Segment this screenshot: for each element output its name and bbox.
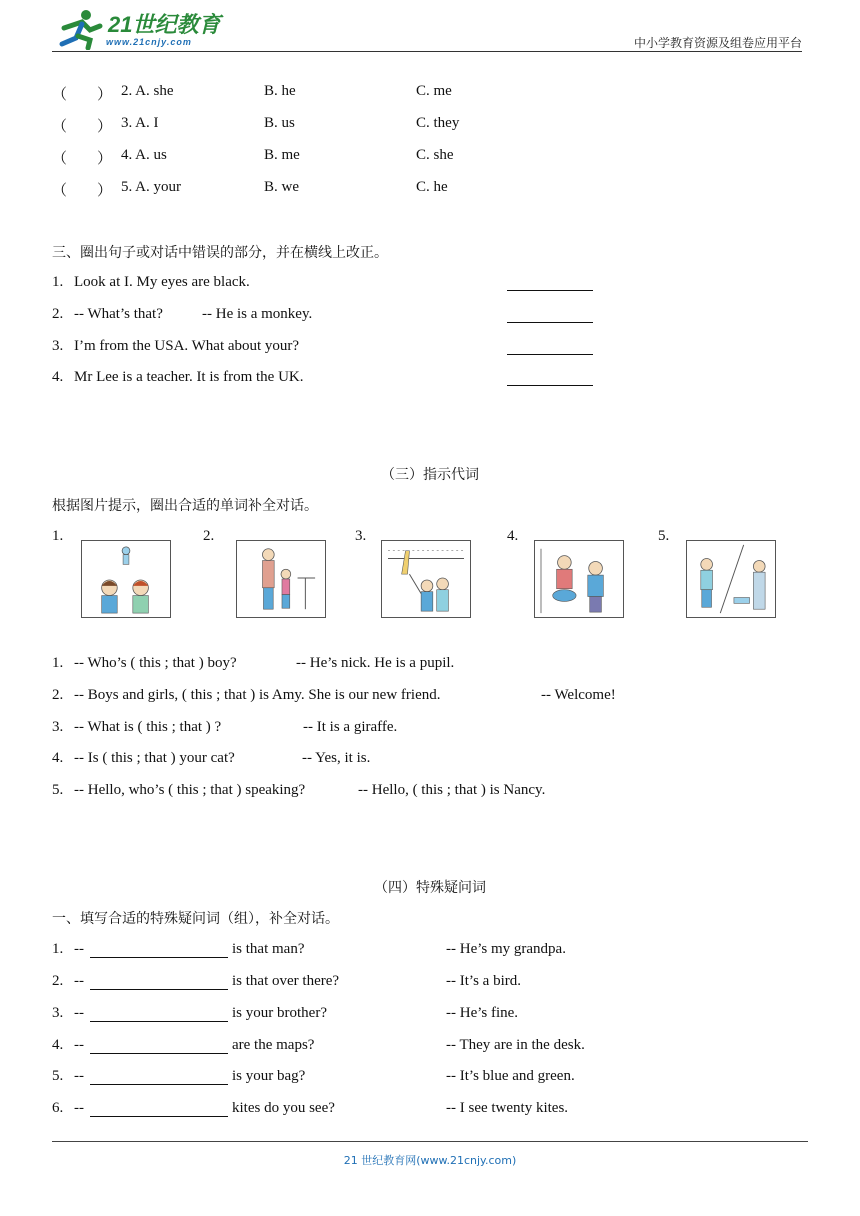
footer-link[interactable]: 21 世纪教育网(www.21cnjy.com) <box>343 1154 517 1167</box>
header-divider <box>52 51 802 52</box>
illustration-boys-pointing <box>81 540 171 618</box>
answer-paren: （ ） <box>52 119 113 135</box>
option-a: 2. A. she <box>121 83 174 99</box>
answer-blank[interactable] <box>507 371 593 386</box>
option-b: B. he <box>264 83 296 99</box>
logo-url: www.21cnjy.com <box>106 37 192 47</box>
answer-blank[interactable] <box>90 1039 228 1054</box>
answer-paren: （ ） <box>52 151 113 167</box>
item-number: 3. <box>52 338 64 354</box>
option-a: 4. A. us <box>121 147 167 163</box>
sentence-text: Look at I. My eyes are black. <box>74 274 250 290</box>
option-c: C. he <box>416 179 448 195</box>
item-number: 1. <box>52 274 64 290</box>
part-title: （四）特殊疑问词 <box>374 880 486 896</box>
dialogue-question: -- What is ( this ; that ) ? <box>74 719 222 735</box>
option-a: 5. A. your <box>121 179 181 195</box>
picture-label: 3. <box>355 528 367 544</box>
question-text: is your bag? <box>232 1068 306 1084</box>
option-c: C. she <box>416 147 454 163</box>
dialogue-answer: -- He’s nick. He is a pupil. <box>296 655 455 671</box>
dialogue-answer: -- He’s fine. <box>446 1005 519 1021</box>
picture-label: 2. <box>203 528 215 544</box>
dialogue-question: -- Who’s ( this ; that ) boy? <box>74 655 237 671</box>
option-c: C. they <box>416 115 460 131</box>
option-b: B. we <box>264 179 299 195</box>
illustration-phone-call <box>686 540 776 618</box>
item-number: 2. <box>52 687 64 703</box>
question-text: are the maps? <box>232 1037 315 1053</box>
dialogue-answer: -- It is a giraffe. <box>303 719 398 735</box>
header-platform-text: 中小学教育资源及组卷应用平台 <box>633 36 802 50</box>
item-number: 4. <box>52 750 64 766</box>
part-title: （三）指示代词 <box>381 467 479 483</box>
dash: -- <box>74 1100 84 1116</box>
runner-logo-icon <box>56 8 104 50</box>
option-b: B. me <box>264 147 300 163</box>
answer-blank[interactable] <box>507 276 593 291</box>
question-text: is your brother? <box>232 1005 327 1021</box>
question-text: kites do you see? <box>232 1100 335 1116</box>
illustration-kids-cat <box>534 540 624 618</box>
picture-label: 4. <box>507 528 519 544</box>
site-logo <box>56 8 226 50</box>
question-text: is that over there? <box>232 973 340 989</box>
section-heading: 三、圈出句子或对话中错误的部分，并在横线上改正。 <box>52 245 388 261</box>
dash: -- <box>74 1037 84 1053</box>
item-number: 2. <box>52 306 64 322</box>
dash: -- <box>74 1005 84 1021</box>
item-number: 2. <box>52 973 64 989</box>
dialogue-answer: -- Welcome! <box>541 687 616 703</box>
picture-label: 1. <box>52 528 64 544</box>
dialogue-answer: -- I see twenty kites. <box>446 1100 569 1116</box>
item-number: 4. <box>52 369 64 385</box>
illustration-zoo-giraffe <box>381 540 471 618</box>
answer-blank[interactable] <box>90 1102 228 1117</box>
dash: -- <box>74 973 84 989</box>
item-number: 3. <box>52 1005 64 1021</box>
dialogue-answer: -- Yes, it is. <box>302 750 371 766</box>
answer-paren: （ ） <box>52 87 113 103</box>
option-c: C. me <box>416 83 452 99</box>
option-a: 3. A. I <box>121 115 159 131</box>
dialogue-question: -- Hello, who’s ( this ; that ) speaking? <box>74 782 306 798</box>
illustration-teacher-girl <box>236 540 326 618</box>
dialogue-answer: -- He’s my grandpa. <box>446 941 566 957</box>
dialogue-question: -- Is ( this ; that ) your cat? <box>74 750 235 766</box>
instruction-text: 根据图片提示，圈出合适的单词补全对话。 <box>52 498 318 514</box>
answer-blank[interactable] <box>507 340 593 355</box>
footer-divider <box>52 1141 808 1142</box>
sentence-text: Mr Lee is a teacher. It is from the UK. <box>74 369 304 385</box>
item-number: 5. <box>52 1068 64 1084</box>
answer-blank[interactable] <box>507 308 593 323</box>
dash: -- <box>74 1068 84 1084</box>
picture-label: 5. <box>658 528 670 544</box>
answer-blank[interactable] <box>90 1070 228 1085</box>
answer-blank[interactable] <box>90 975 228 990</box>
section-heading: 一、填写合适的特殊疑问词（组），补全对话。 <box>52 911 339 927</box>
dialogue-answer: -- Hello, ( this ; that ) is Nancy. <box>358 782 546 798</box>
answer-blank[interactable] <box>90 1007 228 1022</box>
item-number: 3. <box>52 719 64 735</box>
answer-paren: （ ） <box>52 183 113 199</box>
answer-blank[interactable] <box>90 943 228 958</box>
logo-text: 21世纪教育 <box>108 12 221 37</box>
sentence-reply: -- He is a monkey. <box>202 306 313 322</box>
item-number: 1. <box>52 941 64 957</box>
item-number: 6. <box>52 1100 64 1116</box>
item-number: 1. <box>52 655 64 671</box>
option-b: B. us <box>264 115 295 131</box>
dialogue-question: -- Boys and girls, ( this ; that ) is Amy. She is our new friend. <box>74 687 441 703</box>
dash: -- <box>74 941 84 957</box>
item-number: 5. <box>52 782 64 798</box>
question-text: is that man? <box>232 941 305 957</box>
dialogue-answer: -- It’s a bird. <box>446 973 521 989</box>
sentence-text: -- What’s that? <box>74 306 163 322</box>
item-number: 4. <box>52 1037 64 1053</box>
sentence-text: I’m from the USA. What about your? <box>74 338 300 354</box>
dialogue-answer: -- They are in the desk. <box>446 1037 585 1053</box>
dialogue-answer: -- It’s blue and green. <box>446 1068 575 1084</box>
